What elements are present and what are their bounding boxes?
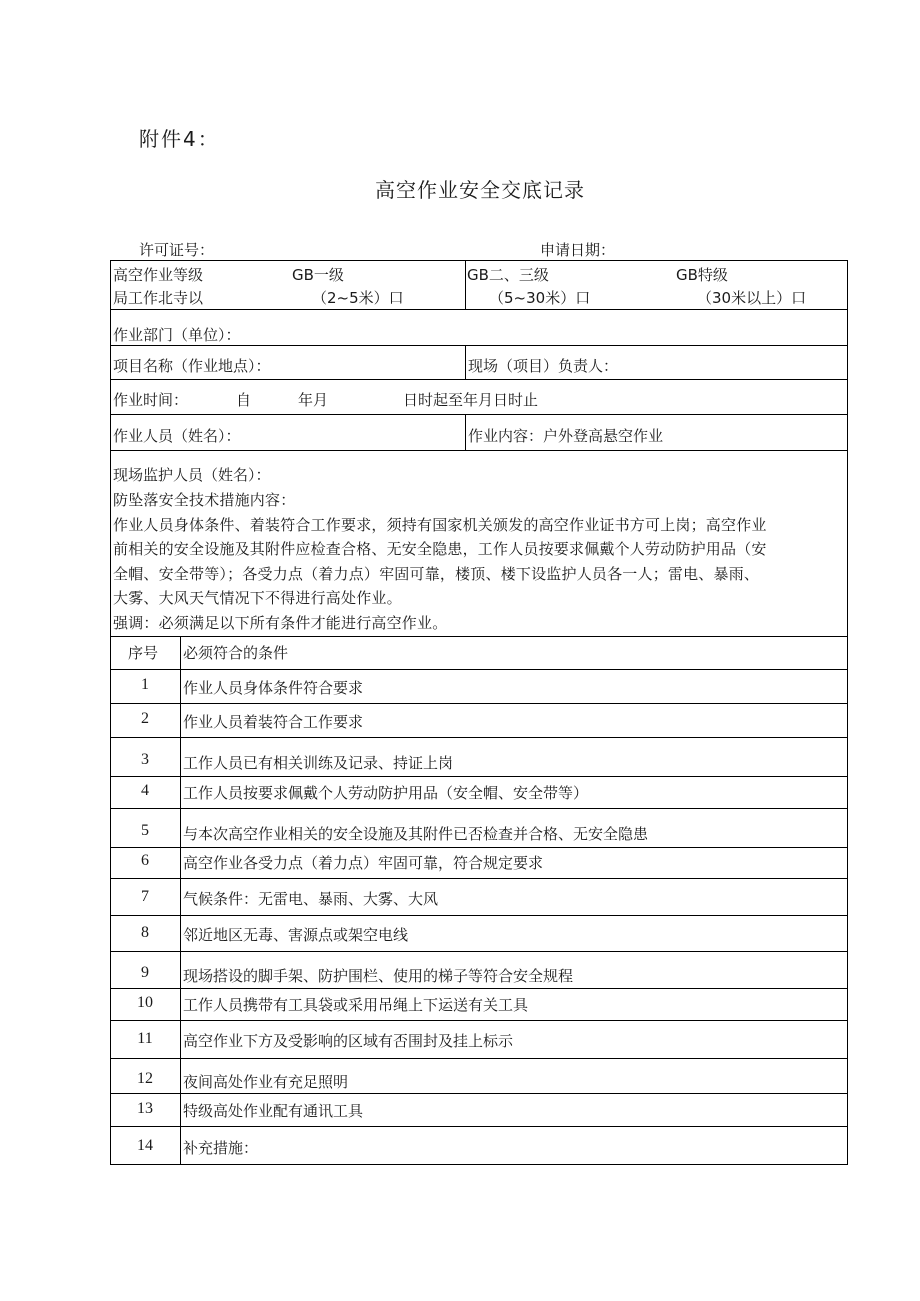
workers-field[interactable]: 作业人员（姓名）： [113,427,241,445]
row-condition: 高空作业下方及受影响的区域有否围封及挂上标示 [183,1032,514,1050]
row-divider [110,636,848,637]
column-divider [465,414,466,450]
measures-heading: 防坠落安全技术措施内容： [113,491,296,509]
site-leader-field[interactable]: 现场（项目）负责人： [468,357,619,375]
row-divider [110,951,848,952]
row-divider [110,776,848,777]
row-divider [110,379,848,380]
row-divider [110,878,848,879]
row-number: 14 [137,1137,153,1154]
measures-line: 作业人员身体条件、着装符合工作要求，须持有国家机关颁发的高空作业证书方可上岗；高空作业 [113,515,767,534]
time-rest: 日时起至年月日时止 [403,391,539,409]
row-condition: 作业人员着装符合工作要求 [183,713,364,731]
measures-section [113,488,845,635]
row-condition: 邻近地区无毒、害源点或架空电线 [183,926,409,944]
grade3-checkbox[interactable]: （30米以上）口 [697,289,807,307]
row-condition: 现场搭设的脚手架、防护围栏、使用的梯子等符合安全规程 [183,967,574,985]
row-divider [110,1126,848,1127]
apply-date-label: 申请日期： [540,241,616,259]
row-divider [110,1058,848,1059]
row-divider [110,450,848,451]
page-title: 高空作业安全交底记录 [375,178,585,202]
row-number: 13 [137,1100,153,1117]
grade3-name: GB特级 [676,266,728,284]
row-divider [110,309,848,310]
grade-label-line1: 高空作业等级 [113,266,204,284]
time-from: 自 [236,391,252,409]
col-header-condition: 必须符合的条件 [183,644,289,662]
row-divider [110,414,848,415]
measures-line: 全帽、安全带等）；各受力点（着力点）牢固可靠，楼顶、楼下设监护人员各一人；雷电、暴雨、 [113,564,760,583]
row-number: 12 [137,1070,153,1087]
row-divider [110,1093,848,1094]
row-number: 1 [141,676,149,693]
grade2-name: GB二、三级 [467,266,549,284]
measures-line: 大雾、大风天气情况下不得进行高处作业。 [113,589,402,607]
column-divider [465,260,466,309]
row-number: 8 [141,924,149,941]
time-year-month: 年月 [298,391,329,409]
row-divider [110,703,848,704]
row-divider [110,1020,848,1021]
row-condition: 与本次高空作业相关的安全设施及其附件已否检查并合格、无安全隐患 [183,825,649,843]
row-divider [110,737,848,738]
row-condition: 作业人员身体条件符合要求 [183,679,364,697]
row-number: 10 [137,994,153,1011]
row-condition: 工作人员携带有工具袋或采用吊绳上下运送有关工具 [183,996,529,1014]
department-field[interactable]: 作业部门（单位）： [113,326,241,344]
row-number: 7 [141,888,149,905]
permit-number-label: 许可证号： [139,241,215,259]
row-condition: 工作人员已有相关训练及记录、持证上岗 [183,754,454,772]
content-field: 作业内容：户外登高悬空作业 [468,427,664,445]
row-number: 5 [141,822,149,839]
row-condition: 高空作业各受力点（着力点）牢固可靠，符合规定要求 [183,854,544,872]
measures-line: 前相关的安全设施及其附件应检查合格、无安全隐患，工作人员按要求佩戴个人劳动防护用品（安 [113,540,767,558]
row-condition: 夜间高处作业有充足照明 [183,1073,349,1091]
supplementary-measures-field[interactable]: 补充措施： [183,1139,259,1157]
project-field[interactable]: 项目名称（作业地点）： [113,357,271,375]
grade1-checkbox[interactable]: （2~5米）口 [312,289,404,307]
measures-emphasis: 强调：必须满足以下所有条件才能进行高空作业。 [113,613,448,632]
row-number: 6 [141,852,149,869]
row-number: 9 [141,964,149,981]
row-divider [110,808,848,809]
row-divider [110,345,848,346]
row-number: 2 [141,710,149,727]
column-divider [465,345,466,379]
annex-label: 附件4： [139,127,220,151]
row-divider [110,669,848,670]
supervisor-field[interactable]: 现场监护人员（姓名）： [113,466,271,484]
row-condition: 气候条件：无雷电、暴雨、大雾、大风 [183,890,439,908]
row-divider [110,915,848,916]
row-divider [110,847,848,848]
grade2-checkbox[interactable]: （5~30米）口 [489,289,591,307]
row-condition: 工作人员按要求佩戴个人劳动防护用品（安全帽、安全带等） [183,784,589,802]
grade-label-line2: 局工作北寺以 [113,289,204,307]
col-header-number: 序号 [128,644,159,662]
time-label: 作业时间： [113,391,189,409]
row-number: 4 [141,782,149,799]
grade1-name: GB一级 [292,266,344,284]
row-divider [110,988,848,989]
row-number: 3 [141,751,149,768]
row-number: 11 [137,1030,153,1047]
row-condition: 特级高处作业配有通讯工具 [183,1102,364,1120]
column-divider [180,636,181,1165]
